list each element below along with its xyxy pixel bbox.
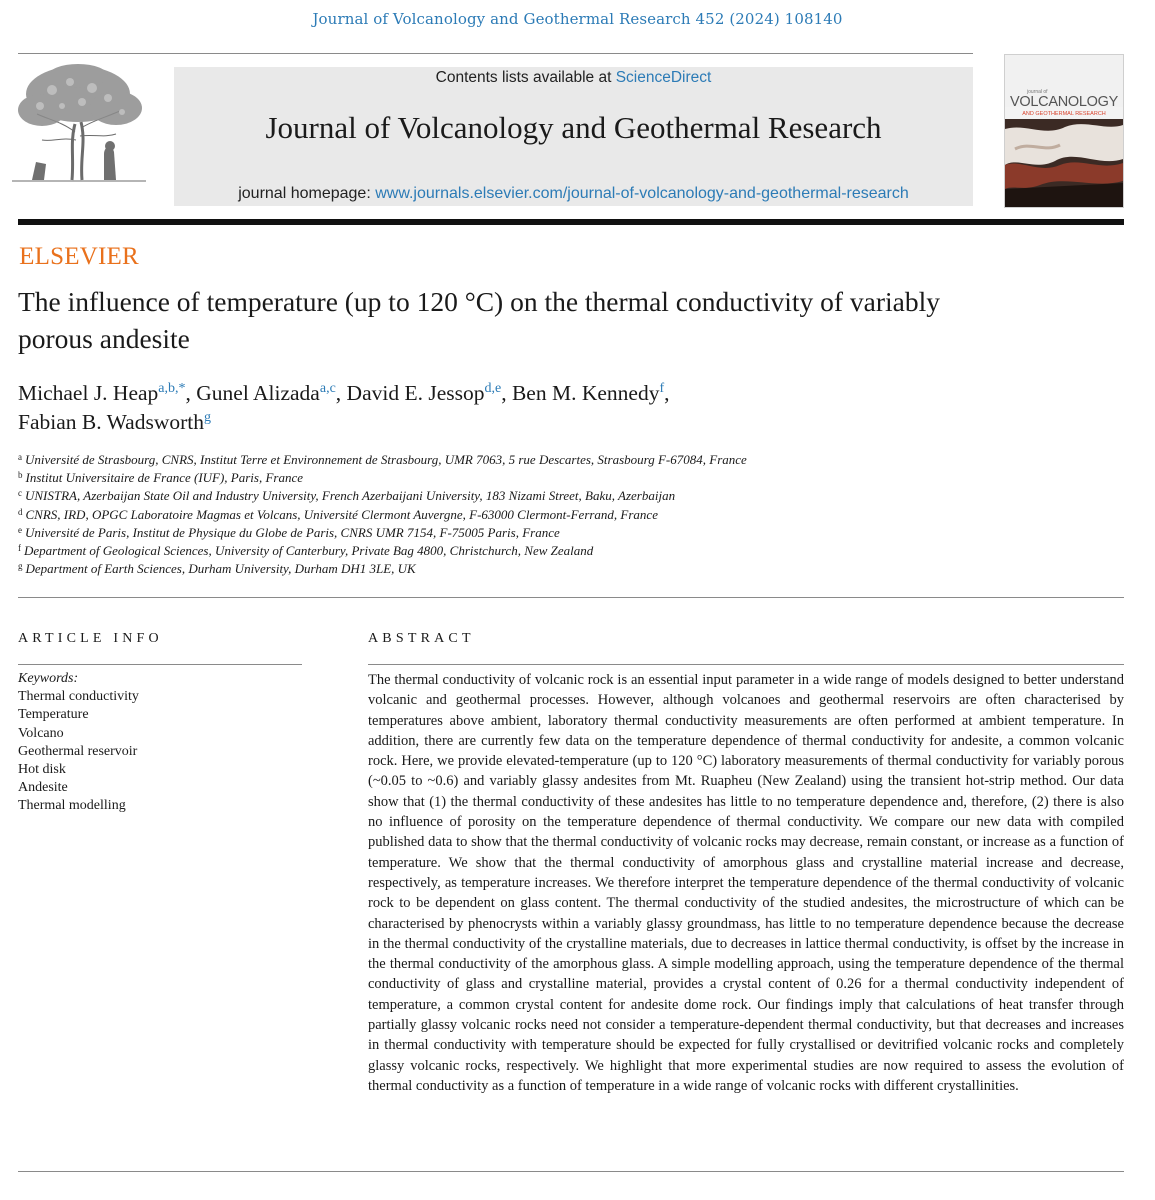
section-divider <box>18 597 1124 598</box>
author-separator: , <box>664 381 670 405</box>
keyword-item[interactable]: Hot disk <box>18 762 66 778</box>
journal-banner <box>174 67 973 206</box>
author-affiliation-link[interactable]: a,c <box>319 381 336 396</box>
author-separator: , <box>185 381 197 405</box>
affiliation-text: Department of Geological Sciences, University of Canterbury, Private Bag 4800, Christchurch, New Zealand <box>24 543 594 559</box>
abstract-heading: ABSTRACT <box>368 631 475 646</box>
affiliation-key: f <box>18 543 21 554</box>
keyword-item[interactable]: Geothermal reservoir <box>18 743 138 759</box>
affiliation-key: b <box>18 470 23 481</box>
author-name[interactable]: Ben M. Kennedy <box>511 381 660 405</box>
affiliation-text: Université de Paris, Institut de Physique du Globe de Paris, CNRS UMR 7154, F-75005 Paris, France <box>25 524 560 540</box>
author-name[interactable]: Gunel Alizada <box>196 381 320 405</box>
cover-small-text: journal of <box>1027 89 1048 95</box>
top-divider <box>18 53 973 54</box>
affiliation-item <box>18 469 1118 487</box>
affiliation-key: d <box>18 506 23 517</box>
author-affiliation-link[interactable]: d,e <box>484 381 502 396</box>
homepage-label: journal homepage: <box>238 185 376 202</box>
author-name[interactable]: David E. Jessop <box>346 381 485 405</box>
affiliation-key: a <box>18 452 22 462</box>
affiliation-key: c <box>18 488 22 499</box>
cover-volcano-image <box>1005 119 1123 207</box>
keyword-item[interactable]: Thermal modelling <box>18 798 126 814</box>
author-list <box>18 379 1018 437</box>
article-info-divider <box>18 664 302 665</box>
publisher-logo[interactable] <box>12 62 146 270</box>
keyword-item[interactable]: Temperature <box>18 707 89 723</box>
journal-citation[interactable]: Journal of Volcanology and Geothermal Research 452 (2024) 108140 <box>312 10 843 28</box>
affiliation-item <box>18 506 1118 524</box>
affiliation-text: Institut Universitaire de France (IUF), Paris, France <box>25 470 304 486</box>
elsevier-tree-icon <box>12 62 146 182</box>
affiliation-text: Department of Earth Sciences, Durham University, Durham DH1 3LE, UK <box>25 561 416 577</box>
journal-name: Journal of Volcanology and Geothermal Research <box>265 110 882 145</box>
affiliation-text: CNRS, IRD, OPGC Laboratoire Magmas et Volcans, Université Clermont Auvergne, F-63000 Clermont-Ferrand, France <box>25 506 658 522</box>
affiliation-item <box>18 560 1118 578</box>
sciencedirect-link[interactable]: ScienceDirect <box>615 69 712 86</box>
author-affiliation-link[interactable]: f <box>659 381 665 396</box>
affiliation-key: g <box>18 561 23 572</box>
homepage-line <box>174 185 973 203</box>
journal-cover-thumbnail[interactable] <box>1004 54 1124 208</box>
abstract-text: The thermal conductivity of volcanic rock is an essential input parameter in a wide range of models designed to better understand volcanic and geothermal processes. However, although volcanoes and geothermal reservoirs are often characterised by temperatures above ambient, laboratory thermal conductivity measurements are often performed at ambient temperature. In addition, there are currently few data on the temperature dependence of thermal conductivity for andesite, a common volcanic rock. Here, we provide elevated-temperature (up to 120 °C) laboratory measurements of thermal conductivity for variably porous (~0.05 to ~0.6) and variably glassy andesites from Mt. Ruapheu (New Zealand) using the transient hot-strip method. Our data show that (1) the thermal conductivity of these andesites has little to no temperature dependence and, therefore, (2) there is also no influence of porosity on the temperature dependence of thermal conductivity. We compare our new data with compiled published data to show that the thermal conductivity of volcanic rocks may decrease, remain constant, or increase as a function of temperature. We show that the thermal conductivity of amorphous glass and crystalline material increase and decrease, respectively, as temperature increases. We therefore interpret the temperature dependence of the thermal conductivity of volcanic rock to be dependent on glass content. The thermal conductivity of the studied andesites, the microstructure of which can be characterised by phenocrysts within a variably glassy groundmass, has little to no temperature dependence because the decrease in the thermal conductivity of the crystalline materials, due to decreases in lattice thermal conductivity, is offset by the increase in the thermal conductivity of the amorphous glass. A simple modelling approach, using the temperature dependence of the thermal conductivity of glass and crystalline material, provides a crystal content of 0.26 for a thermal conductivity independent of temperature, a common crystal content for andesite dome rock. Our findings imply that calculations of heat transfer through partially glassy volcanic rocks need not consider a temperature-dependent thermal conductivity, but that decreases and increases in thermal conductivity with temperature should be expected for fully crystallised or devitrified volcanic rocks and completely glassy volcanic rocks, respectively. We highlight that more experimental studies are now required to assess the evolution of thermal conductivity as a function of temperature in a wide range of volcanic rocks with different crystallinities. <box>368 672 1124 1094</box>
affiliation-item <box>18 542 1118 560</box>
affiliation-list <box>18 451 1118 578</box>
article-title: The influence of temperature (up to 120 °C) on the thermal conductivity of variably porous andesite <box>18 286 941 354</box>
affiliation-text: UNISTRA, Azerbaijan State Oil and Industry University, French Azerbaijani University, 183 Nizami Street, Baku, Azerbaijan <box>25 488 676 504</box>
cover-subtitle: AND GEOTHERMAL RESEARCH <box>1022 111 1106 117</box>
header-thick-divider <box>18 219 1124 225</box>
homepage-link[interactable]: www.journals.elsevier.com/journal-of-volcanology-and-geothermal-research <box>375 185 909 202</box>
affiliation-key: e <box>18 524 22 535</box>
keyword-item[interactable]: Andesite <box>18 780 68 796</box>
cover-title: VOLCANOLOGY <box>1010 94 1118 110</box>
author-affiliation-link[interactable]: a,b,* <box>158 381 186 396</box>
author-name[interactable]: Fabian B. Wadsworth <box>18 410 204 434</box>
keywords-label: Keywords: <box>18 671 79 686</box>
abstract-divider <box>368 664 1124 665</box>
author-separator: , <box>335 381 347 405</box>
affiliation-item <box>18 451 1118 469</box>
author-affiliation-link[interactable]: g <box>203 410 211 425</box>
bottom-divider <box>18 1171 1124 1172</box>
affiliation-item <box>18 524 1118 542</box>
affiliation-text: Université de Strasbourg, CNRS, Institut Terre et Environnement de Strasbourg, UMR 7063, 5 rue Descartes, Strasbourg F-67084, France <box>25 452 747 467</box>
article-info-heading: ARTICLE INFO <box>18 631 163 646</box>
author-separator: , <box>501 381 512 405</box>
keyword-item[interactable]: Volcano <box>18 725 64 741</box>
keywords-block <box>18 670 318 816</box>
keyword-item[interactable]: Thermal conductivity <box>18 689 139 705</box>
author-name[interactable]: Michael J. Heap <box>18 381 159 405</box>
contents-line <box>174 69 973 87</box>
publisher-wordmark: ELSEVIER <box>19 243 139 270</box>
contents-prefix: Contents lists available at <box>435 69 616 86</box>
affiliation-item <box>18 487 1118 505</box>
